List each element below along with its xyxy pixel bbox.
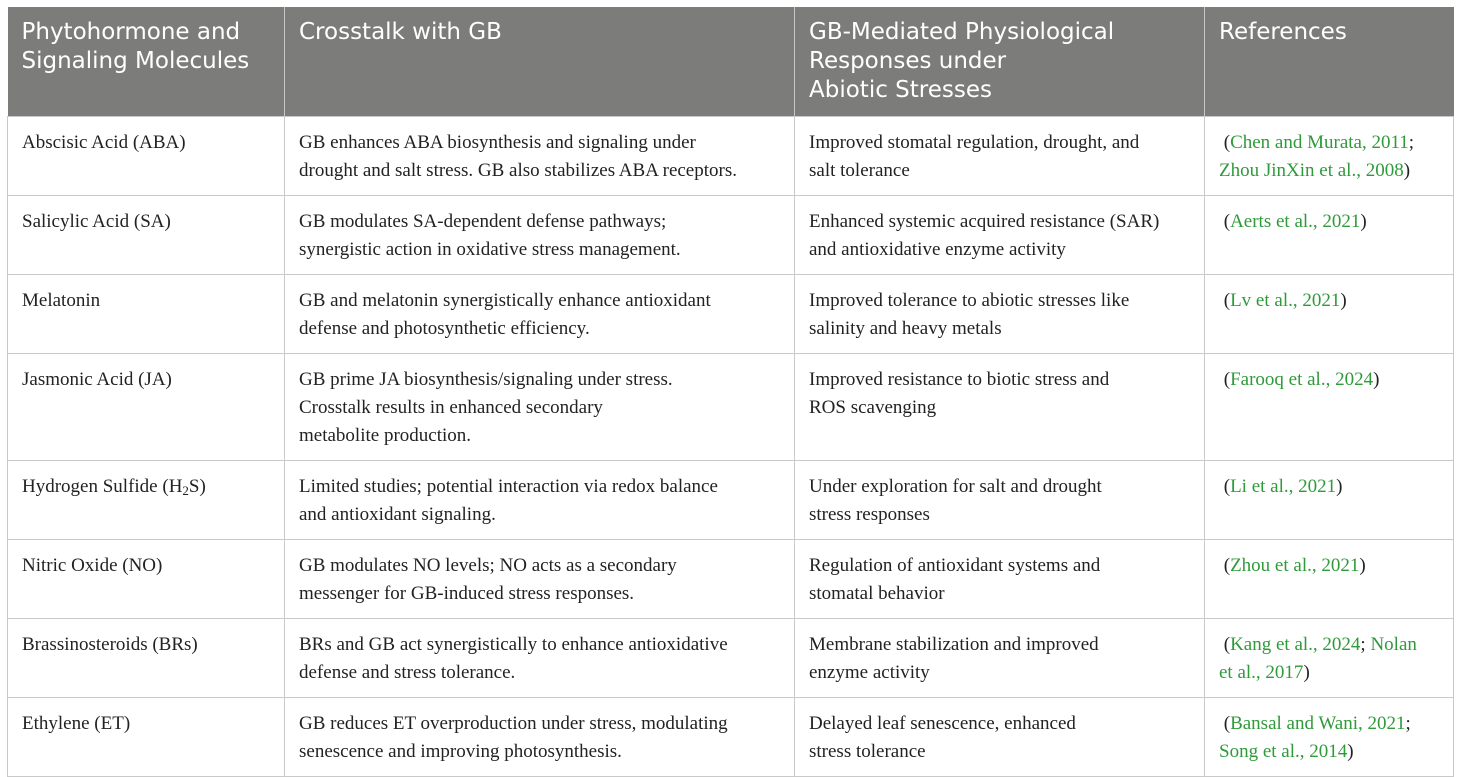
reference-link[interactable]: Kang et al., 2024 [1230, 634, 1361, 655]
cell-molecule: Nitric Oxide (NO) [8, 540, 285, 619]
cell-crosstalk: BRs and GB act synergistically to enhance antioxidative defense and stress tolerance. [285, 619, 795, 698]
cell-response: Improved tolerance to abiotic stresses like salinity and heavy metals [795, 275, 1205, 354]
reference-link[interactable]: Bansal and Wani, 2021 [1230, 713, 1406, 734]
header-crosstalk: Crosstalk with GB [285, 7, 795, 117]
reference-link[interactable]: Chen and Murata, 2011 [1230, 132, 1409, 153]
cell-crosstalk: Limited studies; potential interaction via redox balance and antioxidant signaling. [285, 461, 795, 540]
table-row [8, 619, 1454, 698]
cell-references: (Zhou et al., 2021) [1205, 540, 1454, 619]
reference-link[interactable]: Zhou JinXin et al., 2008 [1219, 160, 1404, 181]
cell-molecule: Abscisic Acid (ABA) [8, 117, 285, 196]
reference-link[interactable]: Nolan [1370, 634, 1417, 655]
table-row [8, 275, 1454, 354]
cell-response: Membrane stabilization and improved enzyme activity [795, 619, 1205, 698]
header-molecule: Phytohormone and Signaling Molecules [8, 7, 285, 117]
cell-response: Improved resistance to biotic stress and ROS scavenging [795, 354, 1205, 461]
cell-response: Regulation of antioxidant systems and stomatal behavior [795, 540, 1205, 619]
cell-crosstalk: GB prime JA biosynthesis/signaling under stress. Crosstalk results in enhanced secondary metabolite production. [285, 354, 795, 461]
cell-references: (Kang et al., 2024; Nolan et al., 2017) [1205, 619, 1454, 698]
reference-link[interactable]: Song et al., 2014 [1219, 741, 1348, 762]
table-row [8, 196, 1454, 275]
cell-references: (Bansal and Wani, 2021; Song et al., 2014) [1205, 698, 1454, 777]
table-row [8, 540, 1454, 619]
table-row [8, 461, 1454, 540]
table-container [7, 7, 1453, 777]
reference-link[interactable]: Aerts et al., 2021 [1230, 211, 1361, 232]
cell-response: Under exploration for salt and drought stress responses [795, 461, 1205, 540]
cell-references: (Chen and Murata, 2011; Zhou JinXin et al., 2008) [1205, 117, 1454, 196]
cell-molecule: Ethylene (ET) [8, 698, 285, 777]
reference-link[interactable]: Li et al., 2021 [1230, 476, 1337, 497]
cell-molecule: Hydrogen Sulfide $(H_2S)$ [8, 461, 285, 540]
table-row [8, 698, 1454, 777]
table-header-row [8, 7, 1454, 117]
cell-response: Delayed leaf senescence, enhanced stress tolerance [795, 698, 1205, 777]
reference-link[interactable]: et al., 2017 [1219, 662, 1304, 683]
phytohormone-crosstalk-table [7, 7, 1454, 777]
header-response: GB-Mediated Physiological Responses under Abiotic Stresses [795, 7, 1205, 117]
header-references: References [1205, 7, 1454, 117]
cell-molecule: Melatonin [8, 275, 285, 354]
cell-crosstalk: GB enhances ABA biosynthesis and signaling under drought and salt stress. GB also stabilizes ABA receptors. [285, 117, 795, 196]
cell-references: (Li et al., 2021) [1205, 461, 1454, 540]
cell-crosstalk: GB reduces ET overproduction under stress, modulating senescence and improving photosynthesis. [285, 698, 795, 777]
cell-references: (Farooq et al., 2024) [1205, 354, 1454, 461]
cell-references: (Lv et al., 2021) [1205, 275, 1454, 354]
cell-molecule: Salicylic Acid (SA) [8, 196, 285, 275]
reference-link[interactable]: Lv et al., 2021 [1230, 290, 1341, 311]
cell-molecule: Brassinosteroids (BRs) [8, 619, 285, 698]
reference-link[interactable]: Farooq et al., 2024 [1230, 369, 1374, 390]
cell-response: Enhanced systemic acquired resistance (SAR) and antioxidative enzyme activity [795, 196, 1205, 275]
reference-link[interactable]: Zhou et al., 2021 [1230, 555, 1360, 576]
table-row [8, 117, 1454, 196]
cell-response: Improved stomatal regulation, drought, and salt tolerance [795, 117, 1205, 196]
cell-crosstalk: GB modulates NO levels; NO acts as a secondary messenger for GB-induced stress responses. [285, 540, 795, 619]
cell-crosstalk: GB and melatonin synergistically enhance antioxidant defense and photosynthetic efficiency. [285, 275, 795, 354]
table-row [8, 354, 1454, 461]
cell-references: (Aerts et al., 2021) [1205, 196, 1454, 275]
cell-crosstalk: GB modulates SA-dependent defense pathways; synergistic action in oxidative stress management. [285, 196, 795, 275]
cell-molecule: Jasmonic Acid (JA) [8, 354, 285, 461]
